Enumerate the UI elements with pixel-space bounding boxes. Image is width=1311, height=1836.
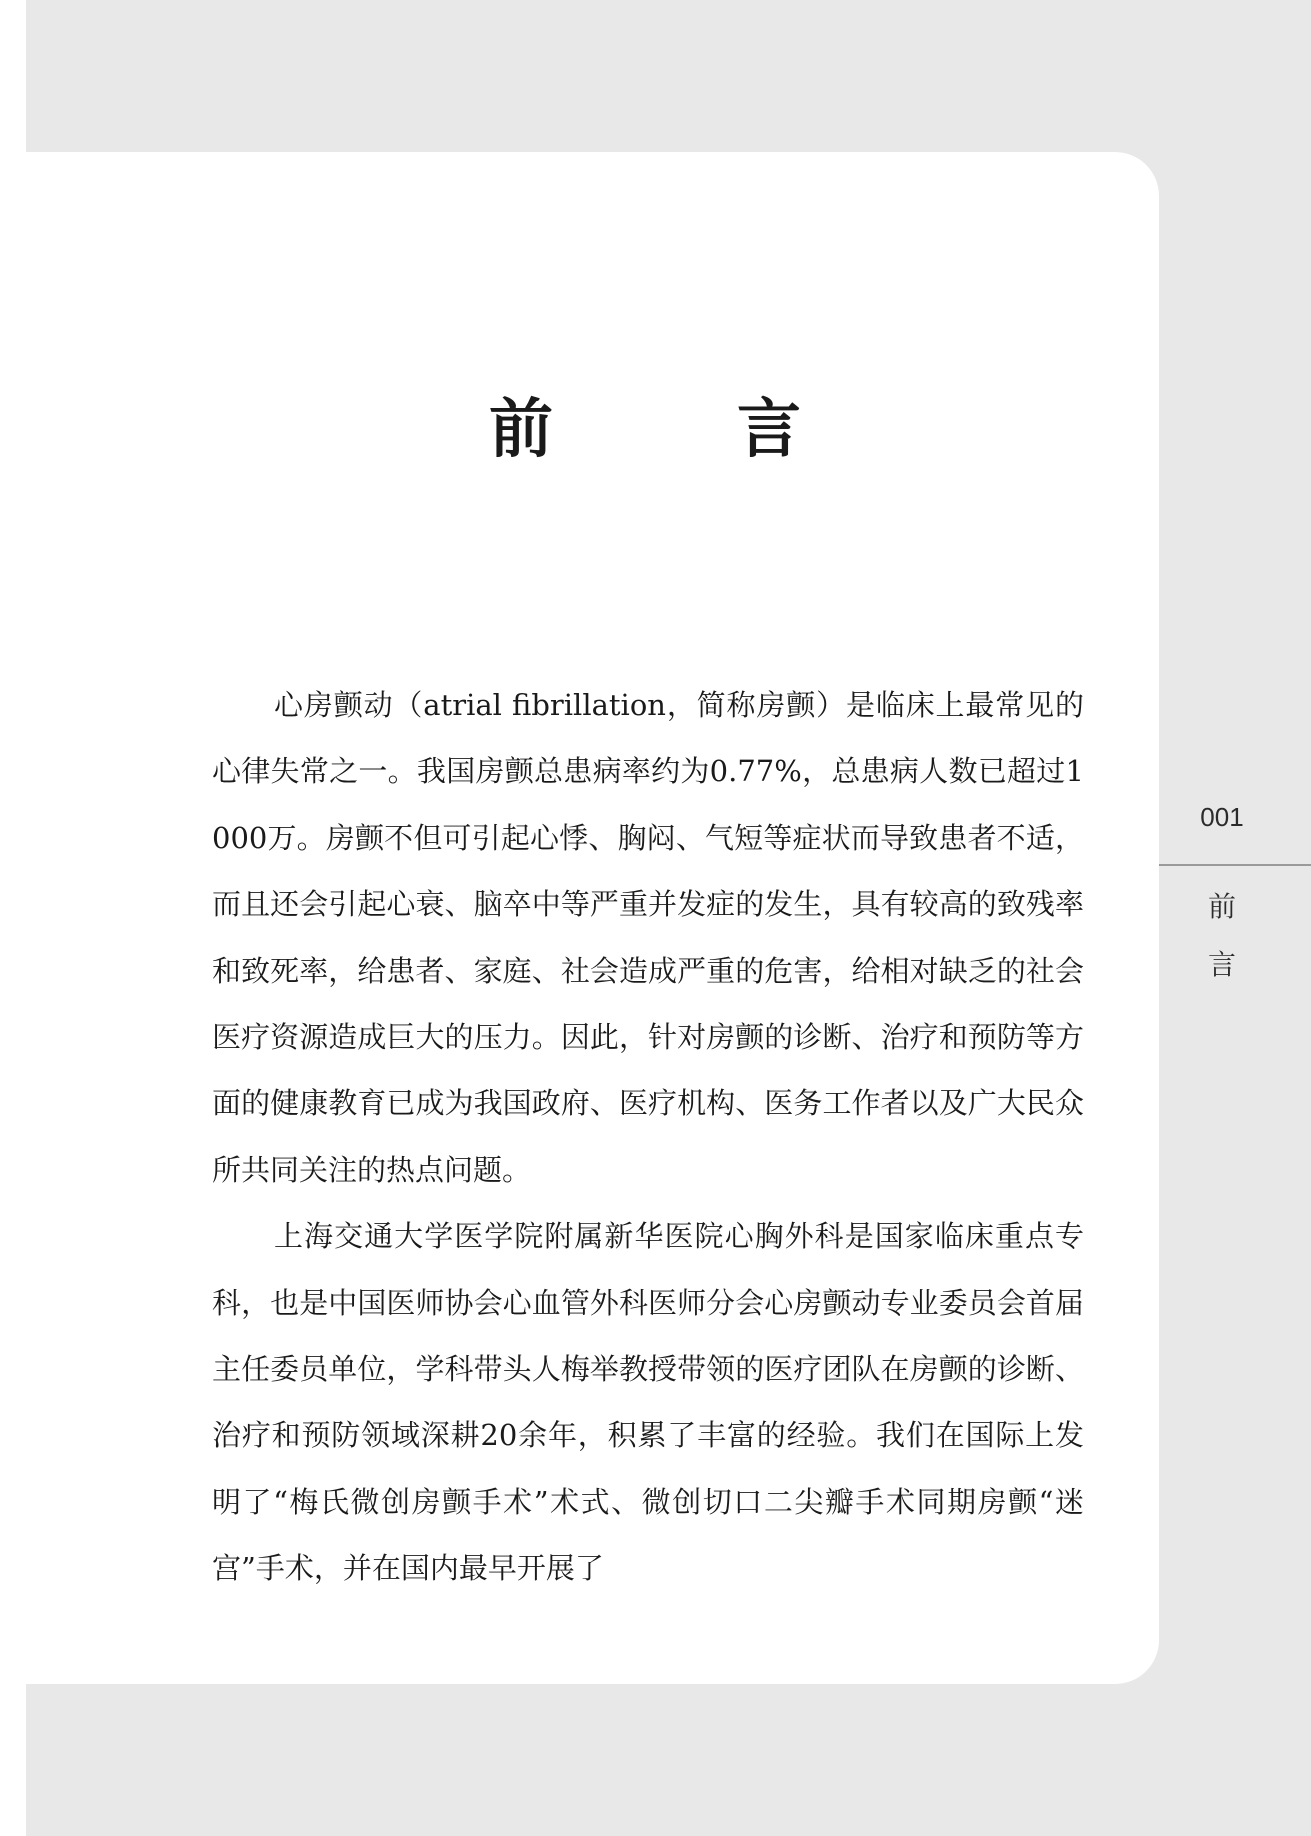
side-title-char-1: 前 [1207,890,1236,923]
side-section-title [1159,878,1285,994]
paragraph-2: 上海交通大学医学院附属新华医院心胸外科是国家临床重点专科，也是中国医师协会心血管外科医师分会心房颤动专业委员会首届主任委员单位，学科带头人梅举教授带领的医疗团队在房颤的诊断、治疗和预防领域深耕20余年，积累了丰富的经验。我们在国际上发明了“梅氏微创房颤手术”术式、微创切口二尖瓣手术同期房颤“迷宫”手术，并在国内最早开展了 [212,1219,1084,1586]
side-title-char-2: 言 [1207,948,1236,981]
body-text [212,672,1084,1602]
page-number: 001 [1200,802,1244,832]
paragraph-1: 心房颤动（atrial fibrillation，简称房颤）是临床上最常见的心律失常之一。我国房颤总患病率约为0.77%，总患病人数已超过1 000万。房颤不但可引起心悸、胸闷、气短等症状而导致患者不适，而且还会引起心衰、脑卒中等严重并发症的发生，具有较高的致残率和致死率，给患者、家庭、社会造成严重的危害，给相对缺乏的社会医疗资源造成巨大的压力。因此，针对房颤的诊断、治疗和预防等方面的健康教育已成为我国政府、医疗机构、医务工作者以及广大民众所共同关注的热点问题。 [212,688,1084,1187]
page-title: 前 言 [489,392,861,467]
side-divider [1159,864,1311,866]
